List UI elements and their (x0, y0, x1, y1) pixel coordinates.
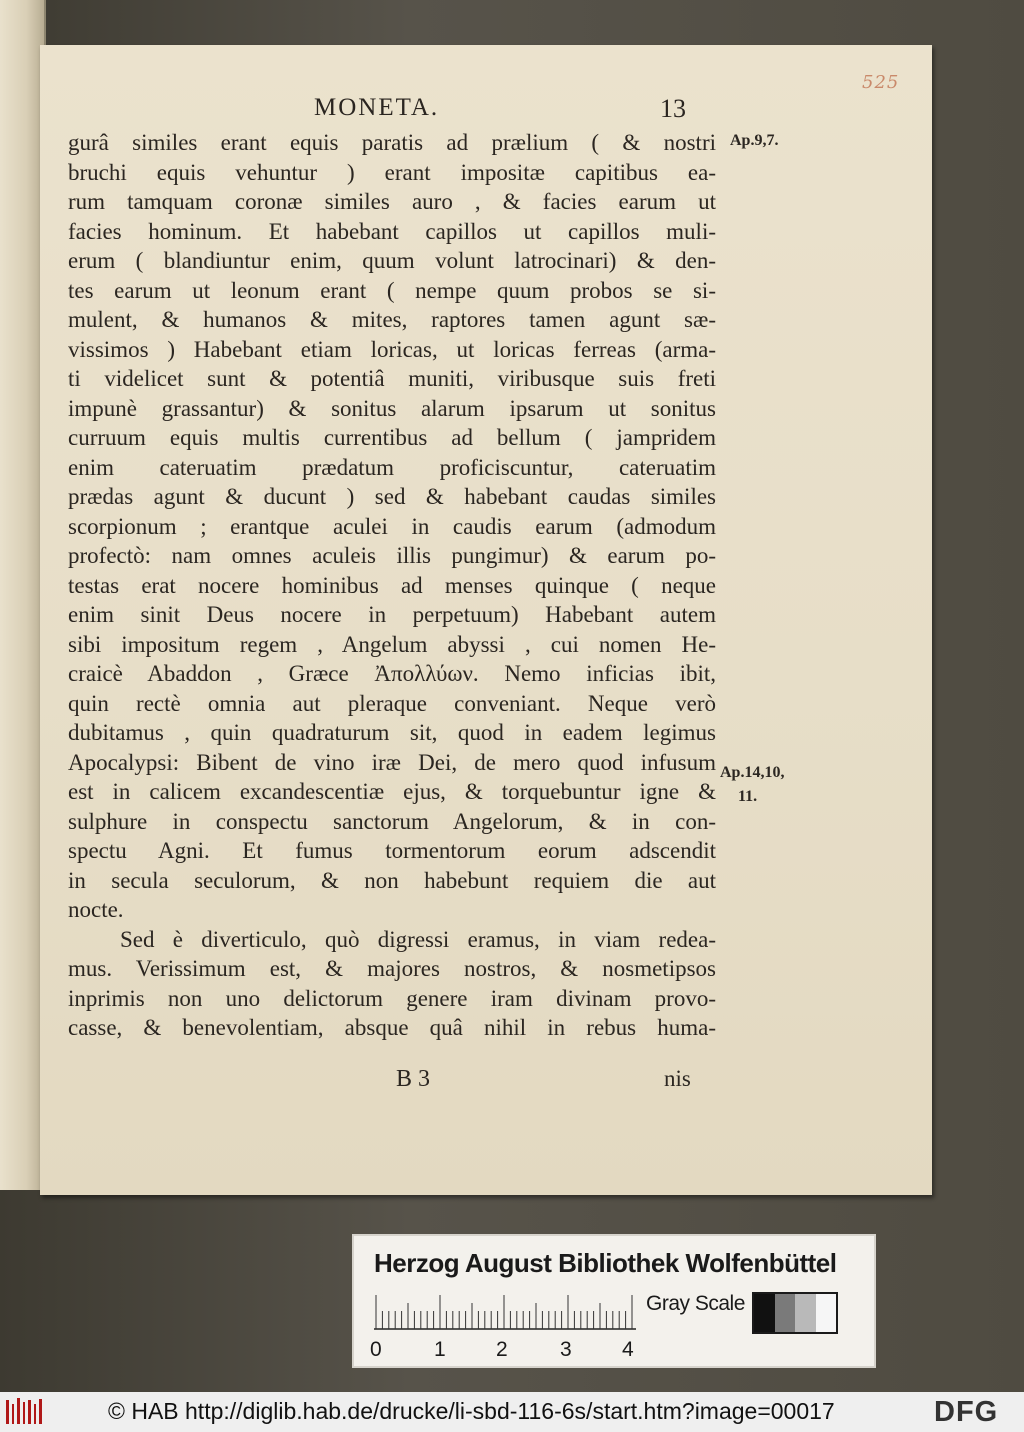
ruler-number: 1 (434, 1338, 446, 1361)
text-line: craicè Abaddon , Græce Ἀπολλύων. Nemo inficias ibit, (68, 661, 716, 686)
gray-swatch (775, 1294, 796, 1332)
text-line: curruum equis multis currentibus ad bellum ( jampridem (68, 425, 716, 450)
text-line: enim cateruatim prædatum proficiscuntur, cateruatim (68, 454, 716, 480)
ruler-number: 0 (370, 1338, 382, 1361)
text-line: rum tamquam coronæ similes auro , & facies earum ut (68, 189, 716, 214)
text-line: spectu Agni. Et fumus tormentorum eorum adscendit (68, 838, 716, 863)
text-line: ti videlicet sunt & potentiâ muniti, viribusque suis freti (68, 366, 716, 391)
library-name: Herzog August Bibliothek Wolfenbüttel (374, 1248, 837, 1278)
dfg-logo: DFG (934, 1396, 999, 1428)
text-line: facies hominum. Et habebant capillos ut capillos muli- (68, 218, 716, 244)
gray-scale-swatches (752, 1292, 838, 1334)
gray-scale-label: Gray Scale (646, 1292, 745, 1315)
hab-logo-icon (6, 1398, 46, 1426)
text-line: casse, & benevolentiam, absque quâ nihil in rebus huma- (68, 1015, 716, 1040)
running-head: MONETA. (314, 94, 440, 121)
text-line: est in calicem excandescentiæ ejus, & torquebuntur igne & (68, 779, 716, 804)
text-line: enim sinit Deus nocere in perpetuum) Habebant autem (68, 602, 716, 627)
gray-swatch (754, 1294, 775, 1332)
text-line: in secula seculorum, & non habebunt requiem die aut (68, 867, 716, 893)
ruler-number: 2 (496, 1338, 508, 1361)
text-line: tes earum ut leonum erant ( nempe quum probos se si- (68, 277, 716, 303)
gray-swatch (816, 1294, 837, 1332)
ruler-number: 3 (560, 1338, 572, 1361)
gray-swatch (795, 1294, 816, 1332)
text-line: Apocalypsi: Bibent de vino iræ Dei, de mero quod infusum (68, 749, 716, 775)
text-line: mulent, & humanos & mites, raptores tamen agunt sæ- (68, 307, 716, 332)
library-color-card (352, 1234, 876, 1368)
text-line: erum ( blandiuntur enim, quum volunt latrocinari) & den- (68, 248, 716, 273)
scale-ruler (374, 1294, 636, 1330)
text-line: testas erat nocere hominibus ad menses quinque ( neque (68, 572, 716, 598)
text-line: vissimos ) Habebant etiam loricas, ut loricas ferreas (arma- (68, 336, 716, 362)
ruler-number: 4 (622, 1338, 634, 1361)
text-line: mus. Verissimum est, & majores nostros, & nosmetipsos (68, 956, 716, 981)
marginal-note: Ap.14,10, (720, 764, 785, 781)
text-line: dubitamus , quin quadraturum sit, quod in eadem legimus (68, 720, 716, 745)
signature-mark: B 3 (396, 1066, 431, 1092)
text-line: scorpionum ; erantque aculei in caudis earum (admodum (68, 513, 716, 539)
marginal-note: Ap.9,7. (730, 132, 779, 149)
body-text (68, 128, 716, 1043)
page-number: 13 (660, 94, 686, 123)
footer-bar (0, 1392, 1024, 1432)
text-line: bruchi equis vehuntur ) erant impositæ capitibus ea- (68, 159, 716, 185)
text-line: profectò: nam omnes aculeis illis pungimur) & earum po- (68, 543, 716, 568)
text-line: inprimis non uno delictorum genere iram divinam provo- (68, 985, 716, 1011)
catchword: nis (664, 1066, 691, 1091)
text-line: Sed è diverticulo, quò digressi eramus, in viam redea- (120, 926, 716, 952)
text-line: gurâ similes erant equis paratis ad prælium ( & nostri (68, 130, 716, 155)
copyright-url: © HAB http://diglib.hab.de/drucke/li-sbd-116-6s/start.htm?image=00017 (108, 1398, 835, 1424)
text-line: sibi impositum regem , Angelum abyssi , cui nomen He- (68, 631, 716, 657)
text-line: nocte. (68, 897, 124, 922)
text-line: impunè grassantur) & sonitus alarum ipsarum ut sonitus (68, 395, 716, 421)
marginal-note: 11. (738, 788, 758, 805)
text-line: prædas agunt & ducunt ) sed & habebant caudas similes (68, 484, 716, 509)
text-line: sulphure in conspectu sanctorum Angelorum, & in con- (68, 808, 716, 834)
pencil-folio-mark: 525 (862, 72, 900, 93)
text-line: quin rectè omnia aut pleraque conveniant. Neque verò (68, 690, 716, 716)
